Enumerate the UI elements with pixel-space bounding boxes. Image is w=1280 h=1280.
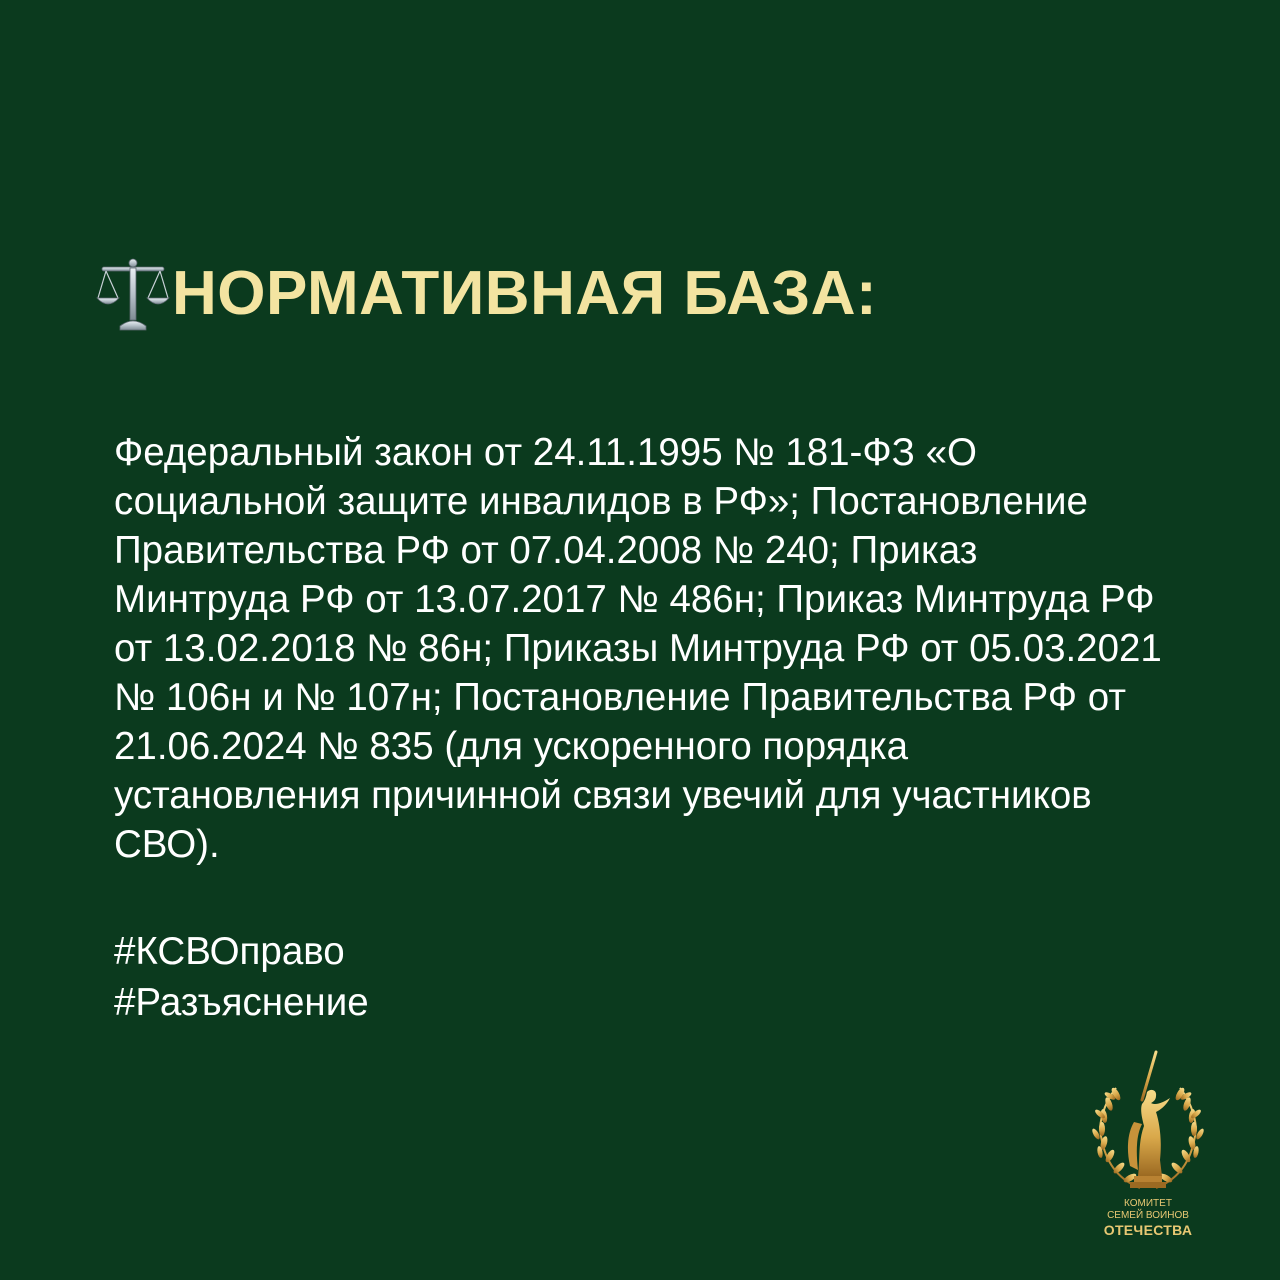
heading [96, 252, 1196, 336]
body-line: СВО). [114, 823, 220, 866]
committee-logo [1084, 1048, 1212, 1246]
body-line: Федеральный закон от 24.11.1995 № 181-ФЗ «О [114, 431, 977, 474]
laurel-statue-emblem-icon [1090, 1048, 1206, 1196]
body-line: установления причинной связи увечий для участников [114, 774, 1092, 817]
body-line: Правительства РФ от 07.04.2008 № 240; Приказ [114, 529, 978, 572]
legal-references-text [114, 428, 1204, 869]
hashtag-ksvopravo[interactable]: #КСВОправо [114, 930, 345, 973]
hashtag-list [114, 926, 369, 1028]
logo-text-line3: ОТЕЧЕСТВА [1103, 1222, 1193, 1238]
body-line: Минтруда РФ от 13.07.2017 № 486н; Приказ Минтруда РФ [114, 578, 1155, 621]
body-line: социальной защите инвалидов в РФ»; Постановление [114, 480, 1088, 523]
page-title: НОРМАТИВНАЯ БАЗА: [172, 259, 878, 328]
hashtag-razyasnenie[interactable]: #Разъяснение [114, 981, 369, 1024]
body-line: № 106н и № 107н; Постановление Правительства РФ от [114, 676, 1126, 719]
body-line: от 13.02.2018 № 86н; Приказы Минтруда РФ от 05.03.2021 [114, 627, 1162, 670]
logo-caption [1084, 1198, 1212, 1238]
logo-text-line1: КОМИТЕТ [1124, 1198, 1172, 1209]
body-line: 21.06.2024 № 835 (для ускоренного порядка [114, 725, 909, 768]
scales-icon [96, 254, 170, 334]
logo-text-line2: СЕМЕЙ ВОИНОВ [1107, 1210, 1189, 1221]
